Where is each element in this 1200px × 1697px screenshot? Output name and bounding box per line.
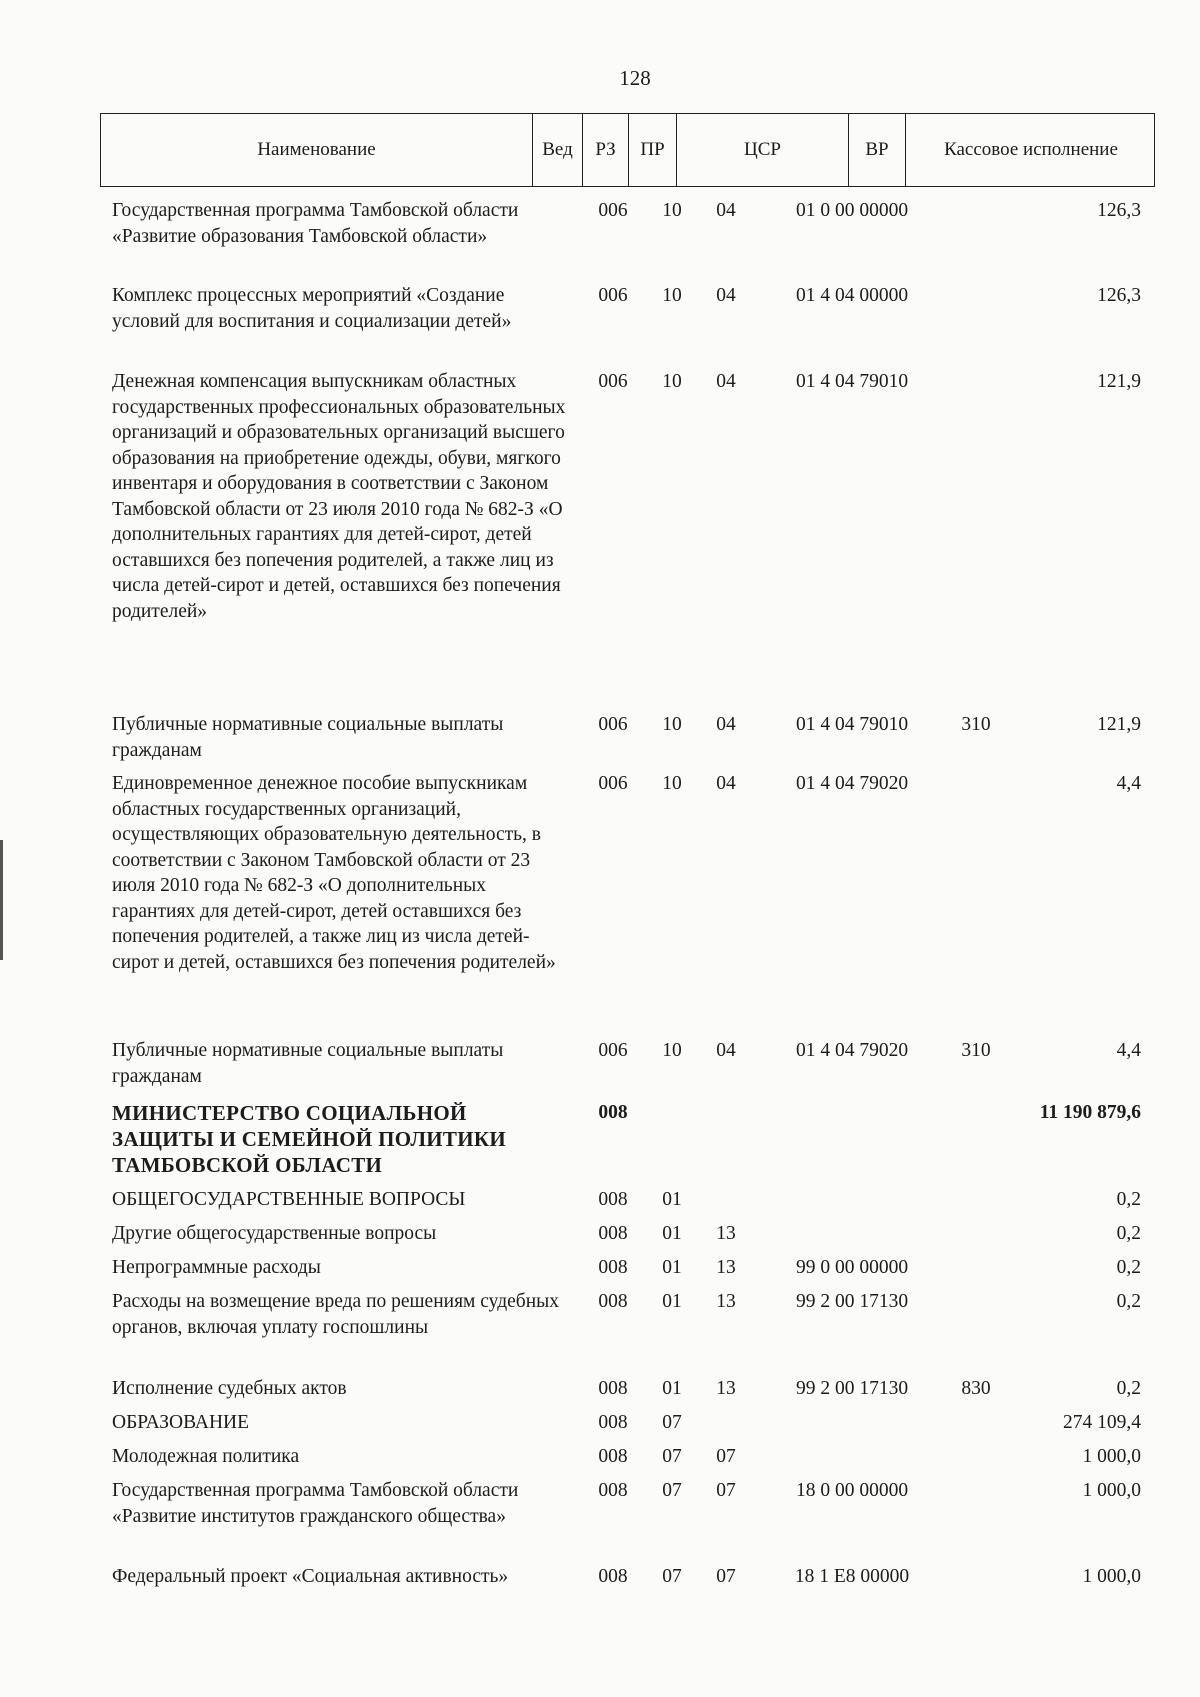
row-ved: 008 (598, 1566, 628, 1587)
row-rz: 01 (662, 1257, 682, 1278)
header-pr: ПР (629, 114, 677, 186)
row-name: МИНИСТЕРСТВО СОЦИАЛЬНОЙ ЗАЩИТЫ И СЕМЕЙНОЙ ПОЛИТИКИ ТАМБОВСКОЙ ОБЛАСТИ (112, 1101, 507, 1177)
row-sum: 4,4 (1116, 773, 1141, 794)
row-sum: 126,3 (1097, 285, 1141, 306)
header-vr: ВР (849, 114, 906, 186)
row-csr: 01 4 04 79010 (795, 371, 909, 392)
row-ved: 008 (598, 1257, 628, 1278)
row-sum: 126,3 (1097, 200, 1141, 221)
row-sum: 4,4 (1116, 1040, 1141, 1061)
row-name: Единовременное денежное пособие выпускникам областных государственных организаций, осуществляющих образовательную деятельность, в соответствии с Законом Тамбовской области от 23 июля 2010 года № 682-З «О дополнительных гарантиях для детей-сирот, детей оставшихся без попечения родителей, а также лиц из числа детей-сирот и детей, оставшихся без попечения родителей» (112, 773, 556, 973)
row-ved: 008 (598, 1223, 628, 1244)
table-header (100, 113, 1155, 187)
row-vr: 310 (961, 1040, 991, 1061)
row-ved: 006 (598, 1040, 628, 1061)
row-rz: 10 (662, 285, 682, 306)
row-pr: 13 (716, 1378, 736, 1399)
row-sum: 0,2 (1116, 1189, 1141, 1210)
row-sum: 274 109,4 (1063, 1412, 1141, 1433)
row-sum: 1 000,0 (1082, 1480, 1141, 1501)
row-name: Публичные нормативные социальные выплаты гражданам (112, 1040, 504, 1087)
row-ved: 008 (598, 1446, 628, 1467)
row-pr: 07 (716, 1566, 736, 1587)
row-name: Государственная программа Тамбовской области «Развитие образования Тамбовской области» (112, 200, 519, 247)
header-sum: Кассовое исполнение (944, 139, 1118, 160)
row-ved: 008 (598, 1102, 628, 1123)
row-rz: 07 (662, 1446, 682, 1467)
row-csr: 99 2 00 17130 (795, 1291, 909, 1312)
row-vr: 830 (961, 1378, 991, 1399)
row-name: Публичные нормативные социальные выплаты гражданам (112, 714, 504, 761)
row-ved: 006 (598, 200, 628, 221)
row-csr: 01 4 04 79010 (795, 714, 909, 735)
header-name: Наименование (101, 114, 533, 186)
row-ved: 006 (598, 285, 628, 306)
row-sum: 0,2 (1116, 1223, 1141, 1244)
row-csr: 01 4 04 00000 (795, 285, 909, 306)
row-pr: 04 (716, 714, 736, 735)
row-csr: 99 2 00 17130 (795, 1378, 909, 1399)
row-pr: 07 (716, 1446, 736, 1467)
row-pr: 04 (716, 1040, 736, 1061)
row-ved: 008 (598, 1291, 628, 1312)
row-name: Государственная программа Тамбовской области «Развитие институтов гражданского общества» (112, 1480, 519, 1527)
row-name: ОБРАЗОВАНИЕ (112, 1412, 250, 1433)
row-csr: 01 0 00 00000 (795, 200, 909, 221)
row-name: Другие общегосударственные вопросы (112, 1223, 437, 1244)
row-rz: 01 (662, 1223, 682, 1244)
row-pr: 04 (716, 285, 736, 306)
row-sum: 121,9 (1097, 714, 1141, 735)
row-pr: 04 (716, 773, 736, 794)
row-pr: 13 (716, 1223, 736, 1244)
row-rz: 10 (662, 1040, 682, 1061)
row-name: Непрограммные расходы (112, 1257, 321, 1278)
header-ved: Вед (533, 114, 583, 186)
row-vr: 310 (961, 714, 991, 735)
row-name: Молодежная политика (112, 1446, 300, 1467)
row-name: Исполнение судебных актов (112, 1378, 347, 1399)
row-pr: 04 (716, 200, 736, 221)
row-csr: 18 1 E8 00000 (794, 1566, 910, 1587)
row-pr: 04 (716, 371, 736, 392)
row-name: ОБЩЕГОСУДАРСТВЕННЫЕ ВОПРОСЫ (112, 1189, 466, 1210)
row-pr: 13 (716, 1291, 736, 1312)
row-rz: 07 (662, 1412, 682, 1433)
row-sum: 0,2 (1116, 1378, 1141, 1399)
row-rz: 10 (662, 773, 682, 794)
row-ved: 008 (598, 1378, 628, 1399)
row-ved: 008 (598, 1480, 628, 1501)
row-sum: 11 190 879,6 (1039, 1102, 1141, 1123)
row-name: Расходы на возмещение вреда по решениям судебных органов, включая уплату госпошлины (112, 1291, 559, 1338)
row-pr: 07 (716, 1480, 736, 1501)
row-ved: 006 (598, 773, 628, 794)
row-sum: 1 000,0 (1082, 1566, 1141, 1587)
row-sum: 0,2 (1116, 1291, 1141, 1312)
row-csr: 18 0 00 00000 (795, 1480, 909, 1501)
row-rz: 07 (662, 1480, 682, 1501)
row-sum: 0,2 (1116, 1257, 1141, 1278)
row-rz: 01 (662, 1378, 682, 1399)
row-ved: 006 (598, 371, 628, 392)
row-csr: 99 0 00 00000 (795, 1257, 909, 1278)
row-sum: 121,9 (1097, 371, 1141, 392)
row-rz: 10 (662, 714, 682, 735)
row-pr: 13 (716, 1257, 736, 1278)
row-ved: 008 (598, 1189, 628, 1210)
row-ved: 008 (598, 1412, 628, 1433)
row-rz: 01 (662, 1291, 682, 1312)
row-sum: 1 000,0 (1082, 1446, 1141, 1467)
row-rz: 10 (662, 200, 682, 221)
row-name: Федеральный проект «Социальная активность» (112, 1566, 509, 1587)
row-rz: 07 (662, 1566, 682, 1587)
row-rz: 01 (662, 1189, 682, 1210)
row-csr: 01 4 04 79020 (795, 773, 909, 794)
page-number: 128 (619, 66, 651, 90)
row-rz: 10 (662, 371, 682, 392)
row-name: Денежная компенсация выпускникам областных государственных профессиональных образовательных организаций и образовательных организаций высшего образования на приобретение одежды, обуви, мягкого инвентаря и оборудования в соответствии с Законом Тамбовской области от 23 июля 2010 года № 682-З «О дополнительных гарантиях для детей-сирот, детей оставшихся без попечения родителей, а также лиц из числа детей-сирот и детей, оставшихся без попечения родителей» (112, 371, 566, 622)
row-name: Комплекс процессных мероприятий «Создание условий для воспитания и социализации детей» (112, 285, 512, 332)
header-rz: РЗ (583, 114, 629, 186)
row-ved: 006 (598, 714, 628, 735)
header-csr: ЦСР (677, 114, 849, 186)
scan-edge-mark (0, 840, 3, 960)
row-csr: 01 4 04 79020 (795, 1040, 909, 1061)
